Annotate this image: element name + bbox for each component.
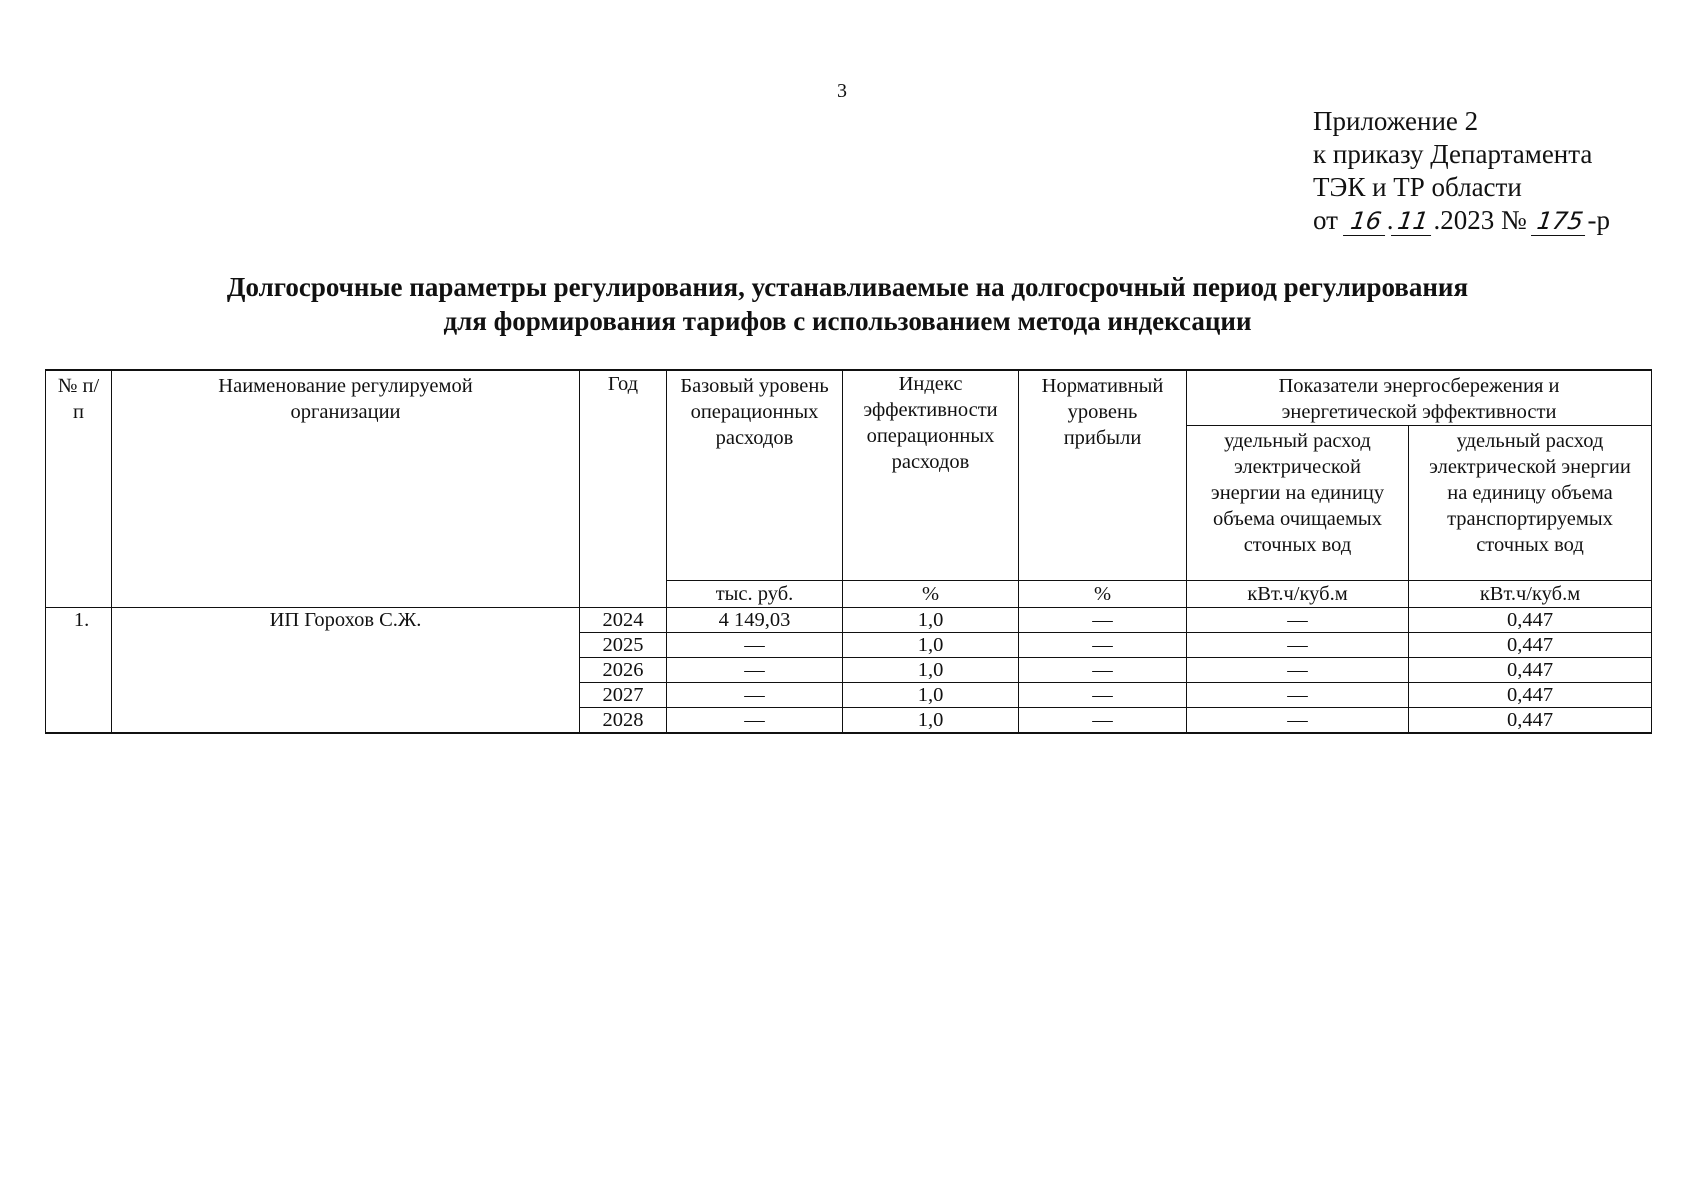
appendix-line-2: к приказу Департамента [1313,139,1593,169]
row-energy-treated: — [1187,658,1409,683]
row-base-opex: — [667,683,843,708]
row-base-opex: 4 149,03 [667,608,843,633]
appendix-block [1313,105,1610,237]
title-line-2: для формирования тарифов с использованием метода индексации [443,306,1252,336]
row-profit-level: — [1019,633,1187,658]
row-energy-treated: — [1187,683,1409,708]
header-energy-treated: удельный расход электрической энергии на единицу объема очищаемых сточных вод [1187,426,1409,581]
row-profit-level: — [1019,608,1187,633]
header-base-opex: Базовый уровень операционных расходов [667,370,843,581]
header-profit-level: Нормативный уровень прибыли [1019,370,1187,581]
row-profit-level: — [1019,658,1187,683]
appendix-line-3: ТЭК и ТР области [1313,172,1522,202]
handwritten-month: 11 [1391,207,1435,236]
page-number: 3 [837,80,847,102]
row-energy-transported: 0,447 [1409,708,1652,734]
row-profit-level: — [1019,708,1187,734]
header-num: № п/п [46,370,112,608]
date-dot: . [1386,205,1394,235]
org-number: 1. [46,608,112,734]
row-energy-transported: 0,447 [1409,683,1652,708]
row-base-opex: — [667,708,843,734]
header-energy-transported: удельный расход электрической энергии на единицу объема транспортируемых сточных вод [1409,426,1652,581]
row-energy-transported: 0,447 [1409,633,1652,658]
row-year: 2024 [580,608,667,633]
row-energy-treated: — [1187,633,1409,658]
row-base-opex: — [667,633,843,658]
unit-base-opex: тыс. руб. [667,581,843,608]
header-row-1 [46,370,1652,426]
handwritten-day: 16 [1343,207,1389,236]
unit-energy-transported: кВт.ч/куб.м [1409,581,1652,608]
row-energy-transported: 0,447 [1409,658,1652,683]
row-year: 2026 [580,658,667,683]
date-prefix: от [1313,205,1338,235]
org-name: ИП Горохов С.Ж. [112,608,580,734]
document-title [0,270,1695,338]
row-profit-level: — [1019,683,1187,708]
appendix-line-1: Приложение 2 [1313,106,1479,136]
row-efficiency-index: 1,0 [843,608,1019,633]
row-year: 2025 [580,633,667,658]
row-efficiency-index: 1,0 [843,633,1019,658]
header-name: Наименование регулируемой организации [112,370,580,608]
date-year-and-number-sign: .2023 № [1433,205,1527,235]
row-energy-treated: — [1187,708,1409,734]
unit-efficiency-index: % [843,581,1019,608]
row-efficiency-index: 1,0 [843,683,1019,708]
row-energy-transported: 0,447 [1409,608,1652,633]
unit-profit-level: % [1019,581,1187,608]
parameters-table [45,369,1652,734]
header-year: Год [580,370,667,608]
row-efficiency-index: 1,0 [843,658,1019,683]
row-year: 2028 [580,708,667,734]
row-year: 2027 [580,683,667,708]
row-energy-treated: — [1187,608,1409,633]
title-line-1: Долгосрочные параметры регулирования, устанавливаемые на долгосрочный период регулирования [226,272,1469,302]
table-row [46,608,1652,633]
header-energy-group: Показатели энергосбережения и энергетической эффективности [1187,370,1652,426]
header-efficiency-index: Индекс эффективности операционных расходов [843,370,1019,581]
row-efficiency-index: 1,0 [843,708,1019,734]
handwritten-order-number: 175 [1531,207,1589,236]
row-base-opex: — [667,658,843,683]
order-suffix: -р [1587,205,1610,235]
appendix-date-line [1313,204,1610,237]
unit-energy-treated: кВт.ч/куб.м [1187,581,1409,608]
